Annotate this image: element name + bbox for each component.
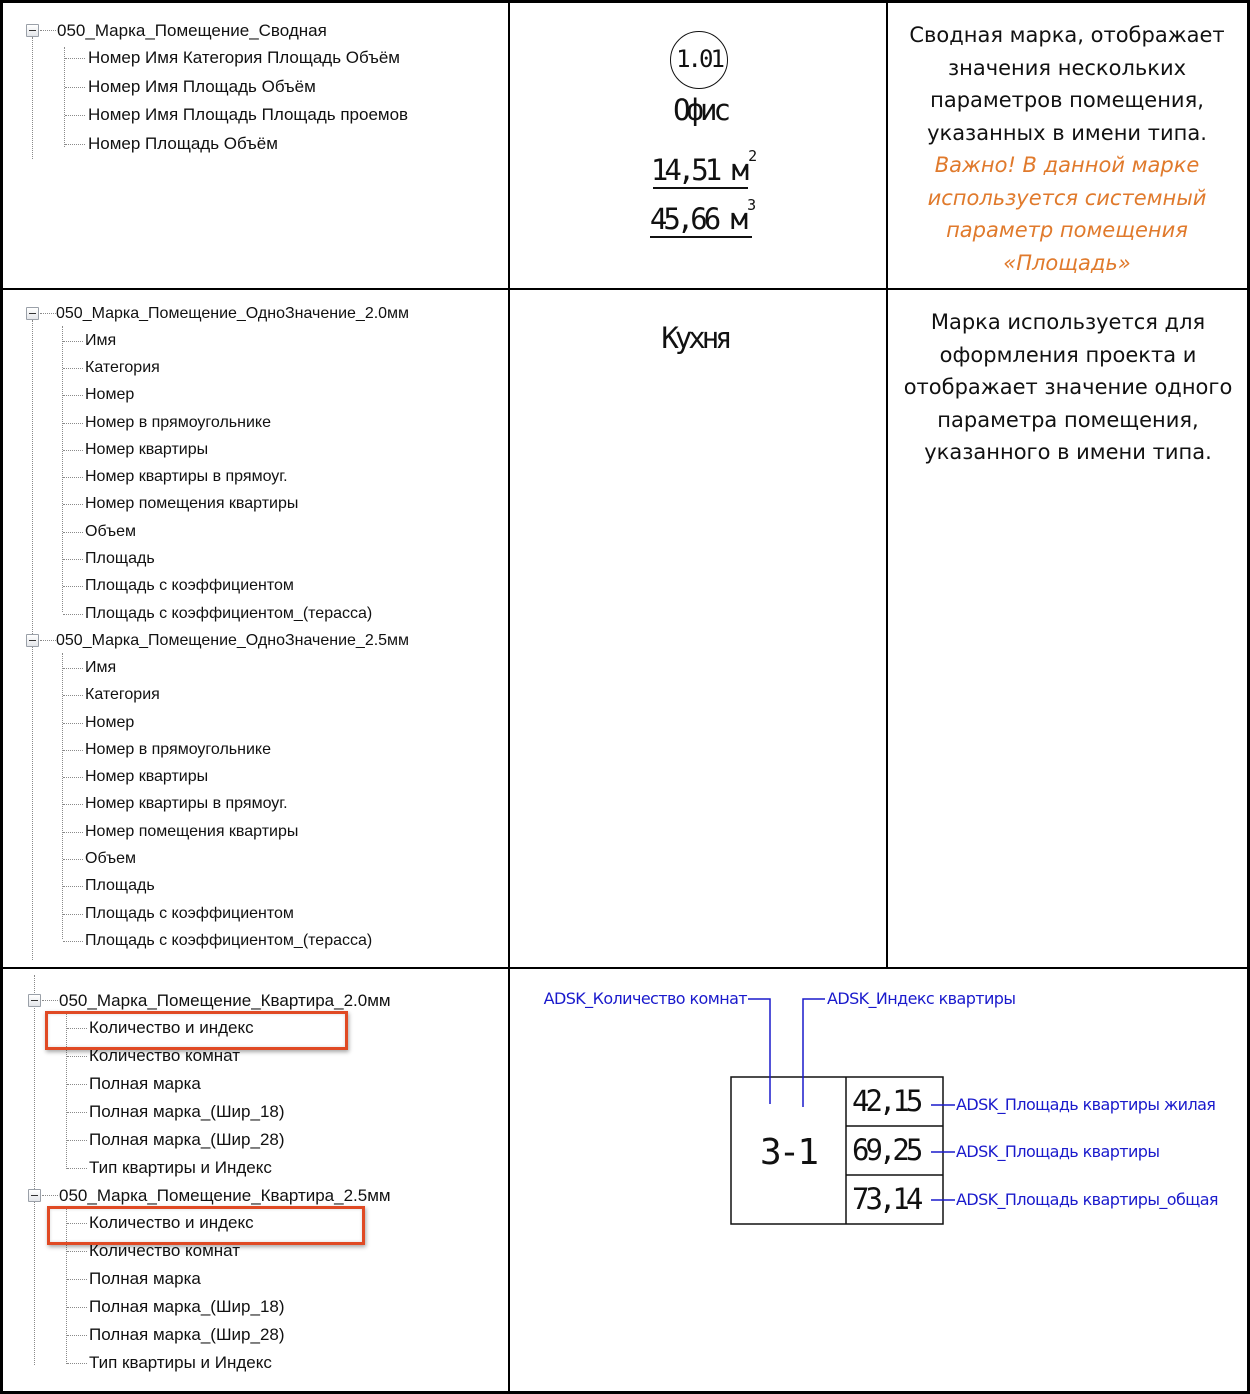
tree-type-label: Полная марка_(Шир_18) xyxy=(89,1102,285,1121)
tree-type-label: Площадь xyxy=(85,877,155,895)
tree-type-label: Объем xyxy=(85,522,136,540)
family-name: 050_Марка_Помещение_ОдноЗначение_2.0мм xyxy=(56,305,410,322)
collapse-toggle-icon[interactable] xyxy=(28,994,41,1007)
tree-connector xyxy=(63,368,83,369)
description-single-value xyxy=(893,306,1243,469)
tree-connector xyxy=(63,777,83,778)
tree-connector xyxy=(67,1363,87,1364)
collapse-toggle-icon[interactable] xyxy=(26,24,39,37)
tree-connector xyxy=(63,423,83,424)
tree-type-label: Номер квартиры xyxy=(85,440,209,458)
tree-type-label: Номер квартиры в прямоуг. xyxy=(85,795,288,813)
callout-area-living: ADSK_Площадь квартиры жилая xyxy=(956,1095,1216,1114)
tree-type-label: Площадь с коэффициентом xyxy=(85,904,294,922)
room-name: Офис xyxy=(673,93,727,127)
tree-connector xyxy=(67,1112,87,1113)
family-name: 050_Марка_Помещение_Квартира_2.0мм xyxy=(59,991,391,1010)
tree-type-label: Категория xyxy=(85,686,160,704)
tree-type-label: Количество и индекс xyxy=(89,1213,254,1232)
tree-type-label: Категория xyxy=(85,358,160,376)
tree-type-label: Объем xyxy=(85,849,136,867)
description-summary xyxy=(896,19,1238,279)
tree-connector xyxy=(67,1335,87,1336)
tree-type-label: Номер помещения квартиры xyxy=(85,822,299,840)
tree-type-label: Количество комнат xyxy=(89,1046,241,1065)
tree-connector xyxy=(63,723,83,724)
area-living-value: 42,15 xyxy=(852,1084,920,1118)
tree-connector xyxy=(63,341,83,342)
tree-type-label: Тип квартиры и Индекс xyxy=(89,1158,272,1177)
tree-type-label: Имя xyxy=(85,331,117,349)
tree-type-label: Полная марка_(Шир_28) xyxy=(89,1325,285,1344)
leader-rooms-count xyxy=(748,999,770,1104)
description-text: Сводная марка, отображает значения нескольких параметров помещения, указанных в имени типа. xyxy=(909,23,1225,145)
tree-type-label: Тип квартиры и Индекс xyxy=(89,1353,272,1372)
volume-underline xyxy=(650,236,752,238)
highlight-box xyxy=(47,1206,365,1245)
tree-type-label: Количество и индекс xyxy=(89,1018,254,1037)
tree-type-label: Полная марка xyxy=(89,1074,201,1093)
tree-connector xyxy=(63,668,83,669)
tree-type-label: Номер xyxy=(85,713,135,731)
tree-type-label: Площадь с коэффициентом_(терасса) xyxy=(85,604,373,622)
leader-apartment-index xyxy=(803,999,825,1107)
highlight-box xyxy=(45,1011,348,1050)
callout-rooms-count: ADSK_Количество комнат xyxy=(543,989,747,1008)
room-number: 1.01 xyxy=(676,45,722,73)
tree-type-label: Номер Имя Площадь Объём xyxy=(88,76,316,96)
tree-connector xyxy=(67,1279,87,1280)
tree-connector xyxy=(65,58,85,59)
tag-preview-apartment xyxy=(510,969,1247,1391)
area-total-value: 73,14 xyxy=(852,1182,920,1216)
collapse-toggle-icon[interactable] xyxy=(26,307,39,320)
description-note: Важно! В данной марке используется системный параметр помещения «Площадь» xyxy=(927,153,1207,275)
tree-connector xyxy=(63,532,83,533)
tree-connector xyxy=(63,695,83,696)
tree-connector xyxy=(63,614,83,615)
tree-connector xyxy=(63,886,83,887)
tree-connector xyxy=(63,477,83,478)
tree-connector xyxy=(67,1168,87,1169)
table-border-left xyxy=(0,0,3,1394)
family-name: 050_Марка_Помещение_ОдноЗначение_2.5мм xyxy=(56,632,410,650)
tag-preview-single-value xyxy=(510,290,886,967)
tree-connector xyxy=(63,804,83,805)
tree-type-label: Номер Имя Категория Площадь Объём xyxy=(88,48,400,68)
tree-type-label: Площадь xyxy=(85,550,155,568)
tree-connector xyxy=(63,450,83,451)
collapse-toggle-icon[interactable] xyxy=(28,1189,41,1202)
tag-preview-summary xyxy=(510,3,886,288)
callout-area: ADSK_Площадь квартиры xyxy=(956,1142,1160,1161)
tree-connector xyxy=(63,559,83,560)
tree-type-label: Номер квартиры xyxy=(85,768,209,786)
tree-type-label: Полная марка xyxy=(89,1269,201,1288)
tree-connector xyxy=(67,1140,87,1141)
tree-type-label: Количество комнат xyxy=(89,1241,241,1260)
callout-apartment-index: ADSK_Индекс квартиры xyxy=(827,989,1016,1008)
tree-type-label: Номер Площадь Объём xyxy=(88,133,278,153)
room-area: 14,51 м 2 xyxy=(650,147,756,187)
tree-connector xyxy=(63,504,83,505)
tree-type-label: Площадь с коэффициентом_(терасса) xyxy=(85,931,373,949)
tree-connector xyxy=(67,1307,87,1308)
tree-type-label: Площадь с коэффициентом xyxy=(85,577,294,595)
tree-type-label: Номер в прямоугольнике xyxy=(85,413,271,431)
tree-type-label: Номер xyxy=(85,386,135,404)
area-value: 69,25 xyxy=(852,1133,920,1167)
apartment-index: 3-1 xyxy=(759,1132,817,1173)
tree-type-label: Номер помещения квартиры xyxy=(85,495,299,513)
family-name: 050_Марка_Помещение_Сводная xyxy=(57,21,327,40)
tree-type-label: Имя xyxy=(85,658,117,676)
tree-connector xyxy=(67,1251,87,1252)
tree-connector xyxy=(65,87,85,88)
tree-connector xyxy=(63,750,83,751)
tree-connector xyxy=(63,395,83,396)
tree-connector xyxy=(63,914,83,915)
col-divider-2 xyxy=(886,0,888,969)
tree-type-label: Полная марка_(Шир_18) xyxy=(89,1297,285,1316)
tree-connector xyxy=(65,144,85,145)
callout-area-total: ADSK_Площадь квартиры_общая xyxy=(956,1190,1218,1209)
tree-connector xyxy=(63,586,83,587)
tree-connector xyxy=(65,115,85,116)
tree-type-label: Полная марка_(Шир_28) xyxy=(89,1130,285,1149)
apartment-tag-diagram xyxy=(510,969,1247,1391)
tree-connector xyxy=(63,941,83,942)
room-name: Кухня xyxy=(661,321,729,355)
tree-connector xyxy=(67,1084,87,1085)
area-underline xyxy=(653,187,748,189)
description-text: Марка используется для оформления проекта и отображает значение одного параметра помещения, указанного в имени типа. xyxy=(903,310,1233,464)
tree-type-label: Номер Имя Площадь Площадь проемов xyxy=(88,105,409,125)
collapse-toggle-icon[interactable] xyxy=(26,634,39,647)
tree-type-label: Номер квартиры в прямоуг. xyxy=(85,468,288,486)
tree-connector xyxy=(63,859,83,860)
tree-connector xyxy=(63,832,83,833)
family-name: 050_Марка_Помещение_Квартира_2.5мм xyxy=(59,1186,391,1205)
tree-type-label: Номер в прямоугольнике xyxy=(85,740,271,758)
room-volume: 45,66 м 3 xyxy=(649,196,755,236)
tree-connector xyxy=(67,1056,87,1057)
